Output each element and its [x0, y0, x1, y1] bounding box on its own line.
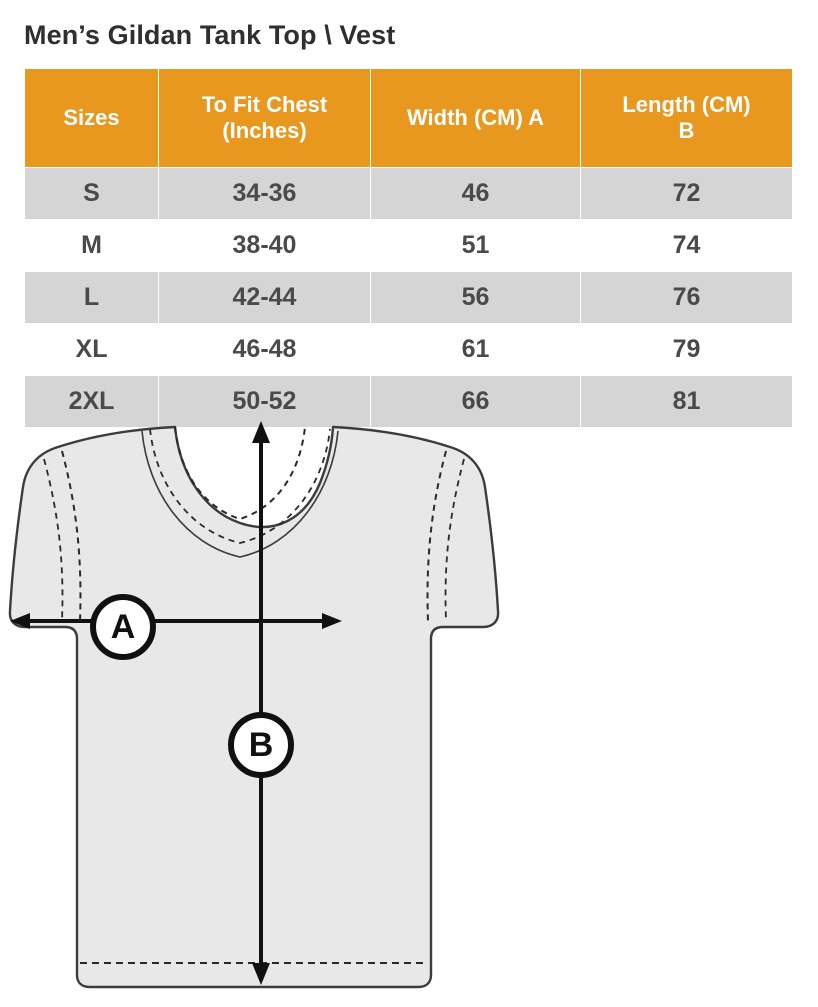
cell-width: 46	[371, 168, 581, 220]
column-header-chest	[159, 69, 371, 168]
cell-length: 72	[581, 168, 793, 220]
column-header-length	[581, 69, 793, 168]
cell-chest: 42-44	[159, 272, 371, 324]
cell-length: 79	[581, 324, 793, 376]
column-header-width	[371, 69, 581, 168]
marker-a	[93, 597, 153, 657]
marker-a-label: A	[110, 608, 136, 646]
column-header-sizes-line1: Sizes	[63, 105, 120, 131]
table-row	[25, 324, 793, 376]
garment-diagram	[0, 415, 818, 1007]
column-header-chest-line1: To Fit Chest	[201, 92, 328, 118]
cell-size: 2XL	[25, 376, 159, 428]
column-header-sizes	[25, 69, 159, 168]
table-body	[25, 168, 793, 428]
cell-width: 51	[371, 220, 581, 272]
cell-width: 56	[371, 272, 581, 324]
column-header-width-line1: Width (CM) A	[406, 105, 545, 131]
cell-chest: 46-48	[159, 324, 371, 376]
cell-size: M	[25, 220, 159, 272]
table-row	[25, 168, 793, 220]
column-header-length-line1: Length (CM)	[622, 92, 751, 118]
cell-size: XL	[25, 324, 159, 376]
marker-b	[231, 715, 291, 775]
cell-width: 61	[371, 324, 581, 376]
cell-length: 76	[581, 272, 793, 324]
cell-length: 81	[581, 376, 793, 428]
cell-chest: 38-40	[159, 220, 371, 272]
cell-size: S	[25, 168, 159, 220]
cell-chest: 50-52	[159, 376, 371, 428]
table-row	[25, 220, 793, 272]
cell-size: L	[25, 272, 159, 324]
tank-top-illustration	[10, 427, 498, 987]
table-header-row	[25, 69, 793, 168]
page-title: Men’s Gildan Tank Top \ Vest	[24, 20, 396, 50]
cell-width: 66	[371, 376, 581, 428]
column-header-length-line2: B	[678, 118, 695, 143]
size-chart-table	[24, 68, 793, 428]
marker-b-label: B	[248, 726, 274, 764]
column-header-chest-line2: (Inches)	[222, 118, 307, 143]
table-row	[25, 272, 793, 324]
cell-chest: 34-36	[159, 168, 371, 220]
table-header	[25, 69, 793, 168]
cell-length: 74	[581, 220, 793, 272]
